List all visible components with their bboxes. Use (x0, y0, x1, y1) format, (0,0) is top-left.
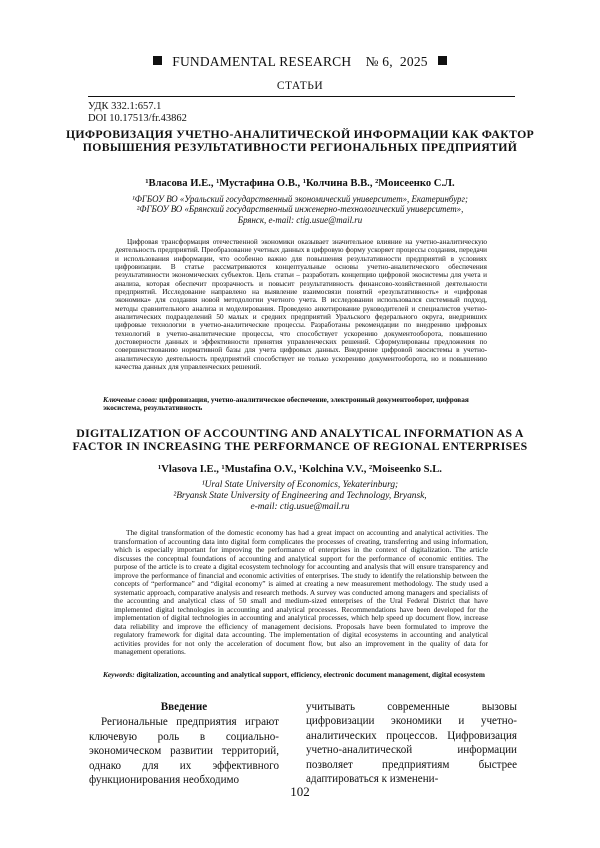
square-icon (438, 56, 447, 65)
abstract-ru: Цифровая трансформация отечественной экономики оказывает значительное влияние на учетно-аналитическую деятельность предприятий. Преобразование учетных данных в цифровую форму ускоряет процессы создания, передачи и использования информации, что особенно важно для повышения результативности предприятий в условиях цифровизации. В статье рассматриваются концептуальные основы учетно-аналитического обеспечения результативности экономических субъектов. Цель статьи – разработать концепцию цифровой экосистемы для учета и анализа, которая обеспечит прозрачность и повысит результативность финансово-хозяйственной деятельности предприятий. Исследование направлено на выявление взаимосвязи понятий «результативность» и «цифровая экономика» для создания новой методологии учетного учета. В исследовании использовался системный подход, методы сравнительного анализа и моделирования. Проведено анкетирование руководителей и специалистов учетно-аналитических подразделений 50 малых и средних предприятий Уральского федерального округа, внедривших цифровые технологии в учетно-аналитические процессы. Разработаны рекомендации по внедрению цифровых технологий в учетно-аналитические процессы, что способствует ускорению документооборота, повышению достоверности данных и эффективности принятия управленческих решений. Сформулированы предложения по совершенствованию нормативной базы для учета цифровых данных. Внедрение цифровой экосистемы в учетно-аналитическую деятельность предприятий способствует не только ускорению документооборота, но и повышению качества данных для управленческих решений. (115, 238, 487, 372)
affiliation-line: ¹Ural State University of Economics, Yekaterinburg; (201, 480, 399, 490)
affiliations-ru (60, 194, 540, 225)
authors-en: ¹Vlasova I.E., ¹Mustafina O.V., ¹Kolchina V.V., ²Moiseenko S.L. (158, 464, 442, 475)
keywords-label: Keywords: (103, 670, 135, 679)
article-title-ru: ЦИФРОВИЗАЦИЯ УЧЕТНО-АНАЛИТИЧЕСКОЙ ИНФОРМАЦИИ КАК ФАКТОР ПОВЫШЕНИЯ РЕЗУЛЬТАТИВНОСТИ РЕГИОНАЛЬНЫХ ПРЕДПРИЯТИЙ (65, 127, 535, 154)
intro-paragraph-continued: учитывать современные вызовы цифровизации экономики и учетно-аналитических процессов. Цифровизация учетно-аналитической информации позволяет предприятиям быстрее адаптироваться к изменени- (306, 701, 517, 786)
journal-header-text: FUNDAMENTAL RESEARCH № 6, 2025 (172, 54, 428, 69)
abstract-en: The digital transformation of the domestic economy has had a great impact on accounting and analytical activities. The transformation of accounting data into digital form complicates the processes of creating, transferring and using information, which is especially important for improving the performance of enterprises in the context of digitalization. The article discusses the conceptual foundations of accounting and analytical support for the performance of economic entities. The purpose of the article is to create a digital ecosystem technology for accounting and analysis that will ensure transparency and improve the performance of financial and economic activities of enterprises. The study to identify the relationship between the concepts of “performance” and “digital economy” is aimed at creating a new measurement methodology. The study used a systematic approach, comparative analysis and research methods. A survey was conducted among managers and specialists of the accounting and analytical class of 50 small and medium-sized enterprises of the Ural Federal District that have implemented digital technologies in accounting and analytical processes. Recommendations have been developed for the implementation of digital technologies in accounting and analytical processes, which help speed up document flow, increase data reliability and improve the efficiency of management decisions. Proposals have been formulated to improve the regulatory framework for digital data accounting. The implementation of digital ecosystems in accounting and analytical activities provides for not only the acceleration of document flow, but also an improvement in the quality of data for management operations. (114, 528, 488, 656)
page-number: 102 (290, 784, 310, 799)
section-title: СТАТЬИ (276, 80, 324, 92)
square-icon (153, 56, 162, 65)
doi-code: DOI 10.17513/fr.43862 (88, 112, 187, 124)
intro-heading: Введение (160, 701, 208, 713)
affiliations-en (60, 480, 540, 513)
affiliation-line: ¹ФГБОУ ВО «Уральский государственный экономический университет», Екатеринбург; (132, 194, 468, 204)
journal-header (0, 54, 600, 70)
keywords-ru (103, 396, 495, 413)
keywords-text: digitalization, accounting and analytical support, efficiency, electronic document management, digital ecosystem (134, 670, 485, 679)
keywords-label: Ключевые слова: (103, 395, 158, 404)
keywords-en (103, 671, 495, 679)
article-codes (88, 101, 187, 124)
affiliation-line: Брянск, e-mail: ctig.usue@mail.ru (237, 214, 363, 225)
divider (88, 96, 515, 97)
keywords-text: цифровизация, учетно-аналитическое обеспечение, электронный документооборот, цифровая экосистема, результативность (103, 395, 469, 413)
affiliation-line: e-mail: ctig.usue@mail.ru (250, 502, 350, 512)
authors-ru: ¹Власова И.Е., ¹Мустафина О.В., ¹Колчина В.В., ²Моисеенко С.Л. (145, 178, 455, 189)
intro-left-column (89, 700, 279, 787)
affiliation-line: ²ФГБОУ ВО «Брянский государственный инженерно-технологический университет», (136, 204, 464, 215)
intro-paragraph: Региональные предприятия играют ключевую роль в социально-экономическом развитии территорий, однако для их эффективного функционирования необходимо (89, 716, 279, 787)
intro-right-column (306, 700, 517, 786)
article-title-en: DIGITALIZATION OF ACCOUNTING AND ANALYTICAL INFORMATION AS A FACTOR IN INCREASING THE PERFORMANCE OF REGIONAL ENTERPRISES (72, 426, 528, 453)
udk-code: УДК 332.1:657.1 (88, 101, 162, 112)
affiliation-line: ²Bryansk State University of Engineering and Technology, Bryansk, (173, 491, 427, 501)
